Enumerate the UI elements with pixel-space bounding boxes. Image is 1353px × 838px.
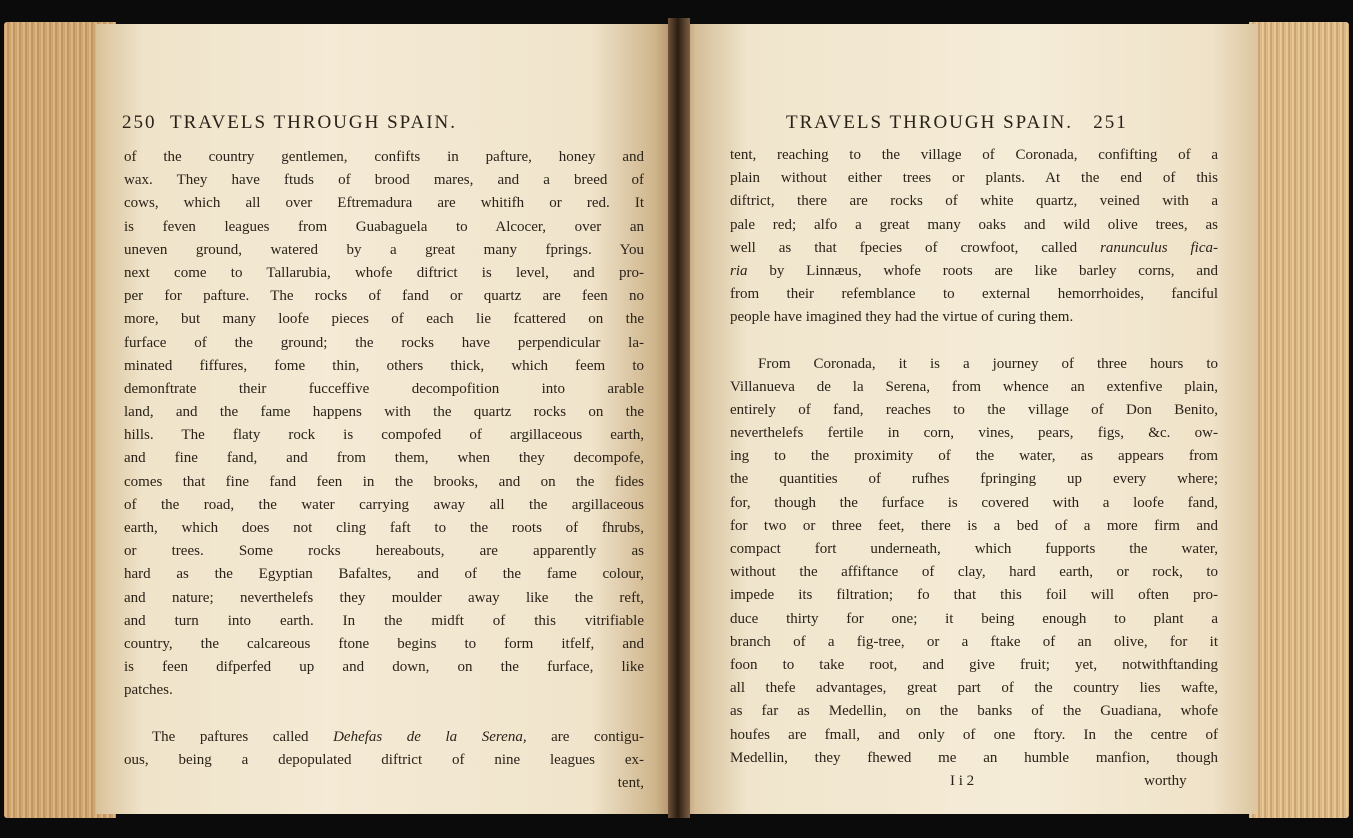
- text-line: without the affiftance of clay, hard earth, or rock, to: [730, 564, 1218, 581]
- text-line: Medellin, they fhewed me an humble manfion, though: [730, 749, 1218, 766]
- text-line: uneven ground, watered by a great many fprings. You: [124, 241, 644, 258]
- text-line: people have imagined they had the virtue of curing them.: [730, 309, 1074, 326]
- left-running-head: TRAVELS THROUGH SPAIN.: [170, 112, 458, 133]
- book-gutter: [668, 18, 690, 818]
- text-line: from their refemblance to external hemorrhoides, fanciful: [730, 286, 1218, 303]
- signature-mark: I i 2: [950, 772, 975, 789]
- text-line: and turn into earth. In the midft of this vitrifiable: [124, 612, 644, 629]
- text-line: wax. They have ftuds of brood mares, and a breed of: [124, 172, 644, 189]
- text-line: of the road, the water carrying away all the argillaceous: [124, 496, 644, 513]
- text-line: compact fort underneath, which fupports the water,: [730, 541, 1218, 557]
- text-line: hard as the Egyptian Bafaltes, and of the fame colour,: [124, 566, 644, 583]
- text-line: hills. The flaty rock is compofed of argillaceous earth,: [124, 427, 644, 444]
- text-line: earth, which does not cling faft to the roots of fhrubs,: [124, 520, 644, 536]
- text-line: entirely of fand, reaches to the village of Don Benito,: [730, 401, 1218, 418]
- text-line: and fine fand, and from them, when they decompofe,: [124, 450, 644, 467]
- right-body-text: [730, 144, 1218, 793]
- text-line: tent, reaching to the village of Coronada, confifting of a: [730, 147, 1218, 163]
- italic-species: ranunculus fica-: [1100, 239, 1218, 256]
- text-line: of the country gentlemen, confifts in pafture, honey and: [124, 149, 644, 165]
- right-page-number: 251: [1093, 112, 1128, 133]
- text-line: duce thirty for one; it being enough to plant a: [730, 610, 1218, 627]
- text-line: as far as Medellin, on the banks of the Guadiana, whofe: [730, 703, 1218, 720]
- text-line: neverthelefs fertile in corn, vines, pears, figs, &c. ow-: [730, 425, 1218, 442]
- text-line: for, though the furface is covered with a loofe fand,: [730, 494, 1218, 511]
- right-page: [678, 24, 1258, 814]
- text-line: demonftrate their fucceffive decompofition into arable: [124, 380, 644, 397]
- text-line: diftrict, there are rocks of white quartz, veined with a: [730, 193, 1218, 210]
- text-line: ous, being a depopulated diftrict of nine leagues ex-: [124, 751, 644, 768]
- text-line: minated fiffures, fome thin, others thick, which feem to: [124, 357, 644, 374]
- text-line: plain without either trees or plants. At the end of this: [730, 170, 1218, 187]
- text-line: houfes are fmall, and only of one ftory. In the centre of: [730, 726, 1218, 743]
- text-line: is feven leagues from Guabaguela to Alcocer, over an: [124, 218, 644, 235]
- catchword: worthy: [1144, 772, 1187, 789]
- italic-title: Dehefas de la Serena,: [333, 728, 527, 745]
- page-edges-right: [1249, 22, 1349, 818]
- text-line: all thefe advantages, great part of the country lies wafte,: [730, 680, 1218, 697]
- paragraph-2-line-1: The paftures called Dehefas de la Serena, are contigu-: [152, 728, 644, 745]
- text-line: comes that fine fand feen in the brooks, and on the fides: [124, 473, 644, 490]
- text-line: per for pafture. The rocks of fand or quartz are feen no: [124, 288, 644, 305]
- text-line: next come to Tallarubia, whofe diftrict is level, and pro-: [124, 264, 644, 281]
- text-line: foon to take root, and give fruit; yet, notwithftanding: [730, 656, 1218, 673]
- text-line: ing to the proximity of the water, as appears from: [730, 448, 1218, 465]
- text-line: well as that fpecies of crowfoot, called ranunculus fica-: [730, 239, 1218, 256]
- text-line: or trees. Some rocks hereabouts, are apparently as: [124, 543, 644, 560]
- right-header: [786, 112, 1128, 134]
- signature-line: [730, 770, 1218, 793]
- text-line: branch of a fig-tree, or a ftake of an olive, for it: [730, 633, 1218, 650]
- text-line: furface of the ground; the rocks have perpendicular la-: [124, 334, 644, 351]
- catchword: tent,: [617, 774, 644, 791]
- text-line: for two or three feet, there is a bed of a more firm and: [730, 517, 1218, 534]
- text-line: the quantities of rufhes fpringing up every where;: [730, 471, 1218, 488]
- text-line: impede its filtration; fo that this foil will often pro-: [730, 587, 1218, 604]
- text-line: and nature; neverthelefs they moulder away like the reft,: [124, 589, 644, 606]
- left-page: [96, 24, 678, 814]
- text-line: pale red; alfo a great many oaks and wild olive trees, as: [730, 216, 1218, 233]
- text-line: is feen difperfed up and down, on the furface, like: [124, 659, 644, 676]
- text-line: ria by Linnæus, whofe roots are like barley corns, and: [730, 262, 1218, 279]
- text-line: land, and the fame happens with the quartz rocks on the: [124, 404, 644, 421]
- text-line: Villanueva de la Serena, from whence an extenfive plain,: [730, 378, 1218, 395]
- right-running-head: TRAVELS THROUGH SPAIN.: [786, 112, 1074, 133]
- text-line: country, the calcareous ftone begins to form itfelf, and: [124, 635, 644, 652]
- text-line: cows, which all over Eftremadura are whitifh or red. It: [124, 195, 644, 212]
- italic-species-end: ria: [730, 262, 748, 279]
- left-page-number: 250: [122, 112, 157, 133]
- left-header: [122, 112, 457, 134]
- text-line: patches.: [124, 682, 173, 699]
- text-line: From Coronada, it is a journey of three hours to: [758, 355, 1218, 372]
- text-line: more, but many loofe pieces of each lie fcattered on the: [124, 311, 644, 328]
- left-body-text: [124, 146, 644, 795]
